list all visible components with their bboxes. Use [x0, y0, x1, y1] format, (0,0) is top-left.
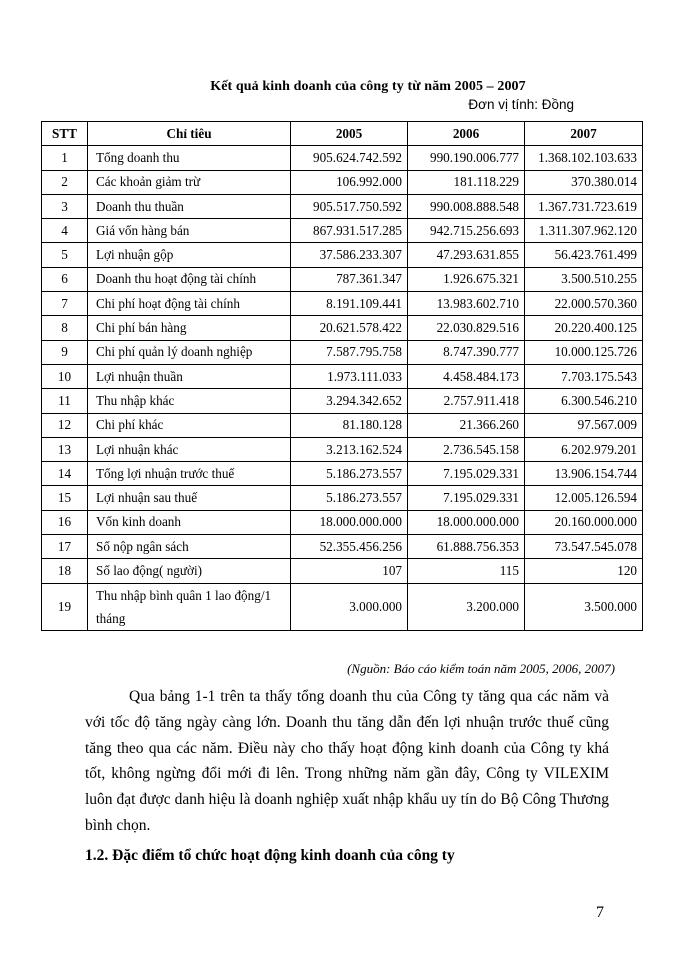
row-value-2007: 12.005.126.594	[525, 486, 643, 510]
row-value-2005: 5.186.273.557	[291, 462, 408, 486]
row-stt: 6	[42, 267, 88, 291]
row-indicator: Chi phí quản lý doanh nghiệp	[88, 340, 291, 364]
row-indicator: Các khoản giảm trừ	[88, 170, 291, 194]
source-note: (Nguồn: Báo cáo kiểm toán năm 2005, 2006, 2007)	[347, 661, 615, 676]
header-2007: 2007	[525, 122, 643, 146]
table-row	[42, 462, 643, 486]
body-paragraph	[85, 684, 609, 839]
row-value-2007: 73.547.545.078	[525, 535, 643, 559]
row-value-2006: 3.200.000	[408, 583, 525, 630]
table-row	[42, 194, 643, 218]
table-row	[42, 170, 643, 194]
row-indicator: Doanh thu hoạt động tài chính	[88, 267, 291, 291]
row-value-2006: 22.030.829.516	[408, 316, 525, 340]
header-stt: STT	[42, 122, 88, 146]
row-value-2007: 120	[525, 559, 643, 583]
row-value-2006: 18.000.000.000	[408, 510, 525, 534]
row-indicator: Số nộp ngân sách	[88, 535, 291, 559]
row-value-2006: 1.926.675.321	[408, 267, 525, 291]
row-indicator: Tổng lợi nhuận trước thuế	[88, 462, 291, 486]
row-value-2007: 7.703.175.543	[525, 364, 643, 388]
row-value-2005: 3.000.000	[291, 583, 408, 630]
row-indicator: Chi phí khác	[88, 413, 291, 437]
row-value-2007: 56.423.761.499	[525, 243, 643, 267]
table-row	[42, 559, 643, 583]
header-2005: 2005	[291, 122, 408, 146]
row-value-2006: 21.366.260	[408, 413, 525, 437]
table-row	[42, 292, 643, 316]
table-row	[42, 243, 643, 267]
row-stt: 3	[42, 194, 88, 218]
row-stt: 11	[42, 389, 88, 413]
row-value-2007: 1.311.307.962.120	[525, 219, 643, 243]
row-value-2005: 106.992.000	[291, 170, 408, 194]
table-row	[42, 389, 643, 413]
row-indicator: Giá vốn hàng bán	[88, 219, 291, 243]
row-stt: 13	[42, 437, 88, 461]
row-value-2005: 18.000.000.000	[291, 510, 408, 534]
row-value-2007: 1.368.102.103.633	[525, 146, 643, 170]
table-row	[42, 364, 643, 388]
table-row	[42, 510, 643, 534]
row-value-2006: 7.195.029.331	[408, 486, 525, 510]
business-results-table	[41, 121, 643, 631]
row-stt: 5	[42, 243, 88, 267]
table-row	[42, 583, 643, 630]
row-value-2006: 47.293.631.855	[408, 243, 525, 267]
row-stt: 2	[42, 170, 88, 194]
row-stt: 7	[42, 292, 88, 316]
row-value-2006: 2.757.911.418	[408, 389, 525, 413]
row-stt: 9	[42, 340, 88, 364]
row-indicator: Lợi nhuận gộp	[88, 243, 291, 267]
row-indicator: Chi phí bán hàng	[88, 316, 291, 340]
row-value-2007: 10.000.125.726	[525, 340, 643, 364]
row-stt: 15	[42, 486, 88, 510]
page-number: 7	[596, 904, 604, 921]
header-2006: 2006	[408, 122, 525, 146]
row-value-2005: 20.621.578.422	[291, 316, 408, 340]
row-value-2005: 787.361.347	[291, 267, 408, 291]
row-value-2006: 2.736.545.158	[408, 437, 525, 461]
row-value-2006: 115	[408, 559, 525, 583]
row-value-2006: 8.747.390.777	[408, 340, 525, 364]
row-value-2005: 107	[291, 559, 408, 583]
row-value-2005: 8.191.109.441	[291, 292, 408, 316]
row-value-2007: 20.160.000.000	[525, 510, 643, 534]
table-row	[42, 486, 643, 510]
row-stt: 8	[42, 316, 88, 340]
section-heading: 1.2. Đặc điểm tổ chức hoạt động kinh doanh của công ty	[85, 847, 455, 864]
row-indicator: Lợi nhuận khác	[88, 437, 291, 461]
row-value-2006: 990.008.888.548	[408, 194, 525, 218]
row-indicator: Chi phí hoạt động tài chính	[88, 292, 291, 316]
row-value-2005: 1.973.111.033	[291, 364, 408, 388]
row-value-2007: 6.300.546.210	[525, 389, 643, 413]
row-value-2007: 13.906.154.744	[525, 462, 643, 486]
row-indicator: Vốn kinh doanh	[88, 510, 291, 534]
row-stt: 19	[42, 583, 88, 630]
row-value-2005: 37.586.233.307	[291, 243, 408, 267]
table-row	[42, 316, 643, 340]
row-value-2005: 905.517.750.592	[291, 194, 408, 218]
row-value-2007: 3.500.510.255	[525, 267, 643, 291]
row-value-2005: 867.931.517.285	[291, 219, 408, 243]
row-stt: 1	[42, 146, 88, 170]
row-value-2006: 61.888.756.353	[408, 535, 525, 559]
row-stt: 10	[42, 364, 88, 388]
row-value-2005: 7.587.795.758	[291, 340, 408, 364]
row-stt: 14	[42, 462, 88, 486]
row-value-2007: 370.380.014	[525, 170, 643, 194]
table-header-row	[42, 122, 643, 146]
row-value-2006: 990.190.006.777	[408, 146, 525, 170]
row-value-2005: 81.180.128	[291, 413, 408, 437]
table-body	[42, 146, 643, 630]
row-stt: 4	[42, 219, 88, 243]
table-row	[42, 413, 643, 437]
table-row	[42, 340, 643, 364]
row-value-2006: 13.983.602.710	[408, 292, 525, 316]
row-indicator: Lợi nhuận thuần	[88, 364, 291, 388]
row-value-2005: 5.186.273.557	[291, 486, 408, 510]
row-value-2005: 905.624.742.592	[291, 146, 408, 170]
table-row	[42, 437, 643, 461]
row-value-2006: 181.118.229	[408, 170, 525, 194]
row-value-2005: 3.294.342.652	[291, 389, 408, 413]
table-row	[42, 146, 643, 170]
table-row	[42, 267, 643, 291]
paragraph-text: Qua bảng 1-1 trên ta thấy tổng doanh thu của Công ty tăng qua các năm và với tốc độ tăng ngày càng lớn. Doanh thu tăng dẫn đến lợi nhuận trước thuế cũng tăng theo qua các năm. Điều này cho thấy hoạt động kinh doanh của Công ty khá tốt, không ngừng đổi mới đi lên. Trong những năm gần đây, Công ty VILEXIM luôn đạt được danh hiệu là doanh nghiệp xuất nhập khẩu uy tín do Bộ Công Thương bình chọn.	[85, 688, 609, 834]
row-stt: 16	[42, 510, 88, 534]
table-row	[42, 535, 643, 559]
row-value-2007: 6.202.979.201	[525, 437, 643, 461]
row-value-2007: 1.367.731.723.619	[525, 194, 643, 218]
row-indicator: Thu nhập bình quân 1 lao động/1 tháng	[88, 583, 291, 630]
row-value-2007: 20.220.400.125	[525, 316, 643, 340]
row-indicator: Lợi nhuận sau thuế	[88, 486, 291, 510]
row-indicator: Tổng doanh thu	[88, 146, 291, 170]
row-value-2007: 97.567.009	[525, 413, 643, 437]
table-row	[42, 219, 643, 243]
row-indicator: Doanh thu thuần	[88, 194, 291, 218]
row-value-2007: 3.500.000	[525, 583, 643, 630]
row-value-2005: 3.213.162.524	[291, 437, 408, 461]
row-value-2007: 22.000.570.360	[525, 292, 643, 316]
unit-label: Đơn vị tính: Đồng	[468, 97, 574, 112]
row-indicator: Số lao động( người)	[88, 559, 291, 583]
table-title: Kết quả kinh doanh của công ty từ năm 2005 – 2007	[210, 79, 526, 94]
header-indicator: Chỉ tiêu	[88, 122, 291, 146]
row-stt: 18	[42, 559, 88, 583]
row-stt: 12	[42, 413, 88, 437]
row-value-2006: 942.715.256.693	[408, 219, 525, 243]
row-stt: 17	[42, 535, 88, 559]
row-value-2006: 4.458.484.173	[408, 364, 525, 388]
row-value-2006: 7.195.029.331	[408, 462, 525, 486]
row-indicator: Thu nhập khác	[88, 389, 291, 413]
row-value-2005: 52.355.456.256	[291, 535, 408, 559]
